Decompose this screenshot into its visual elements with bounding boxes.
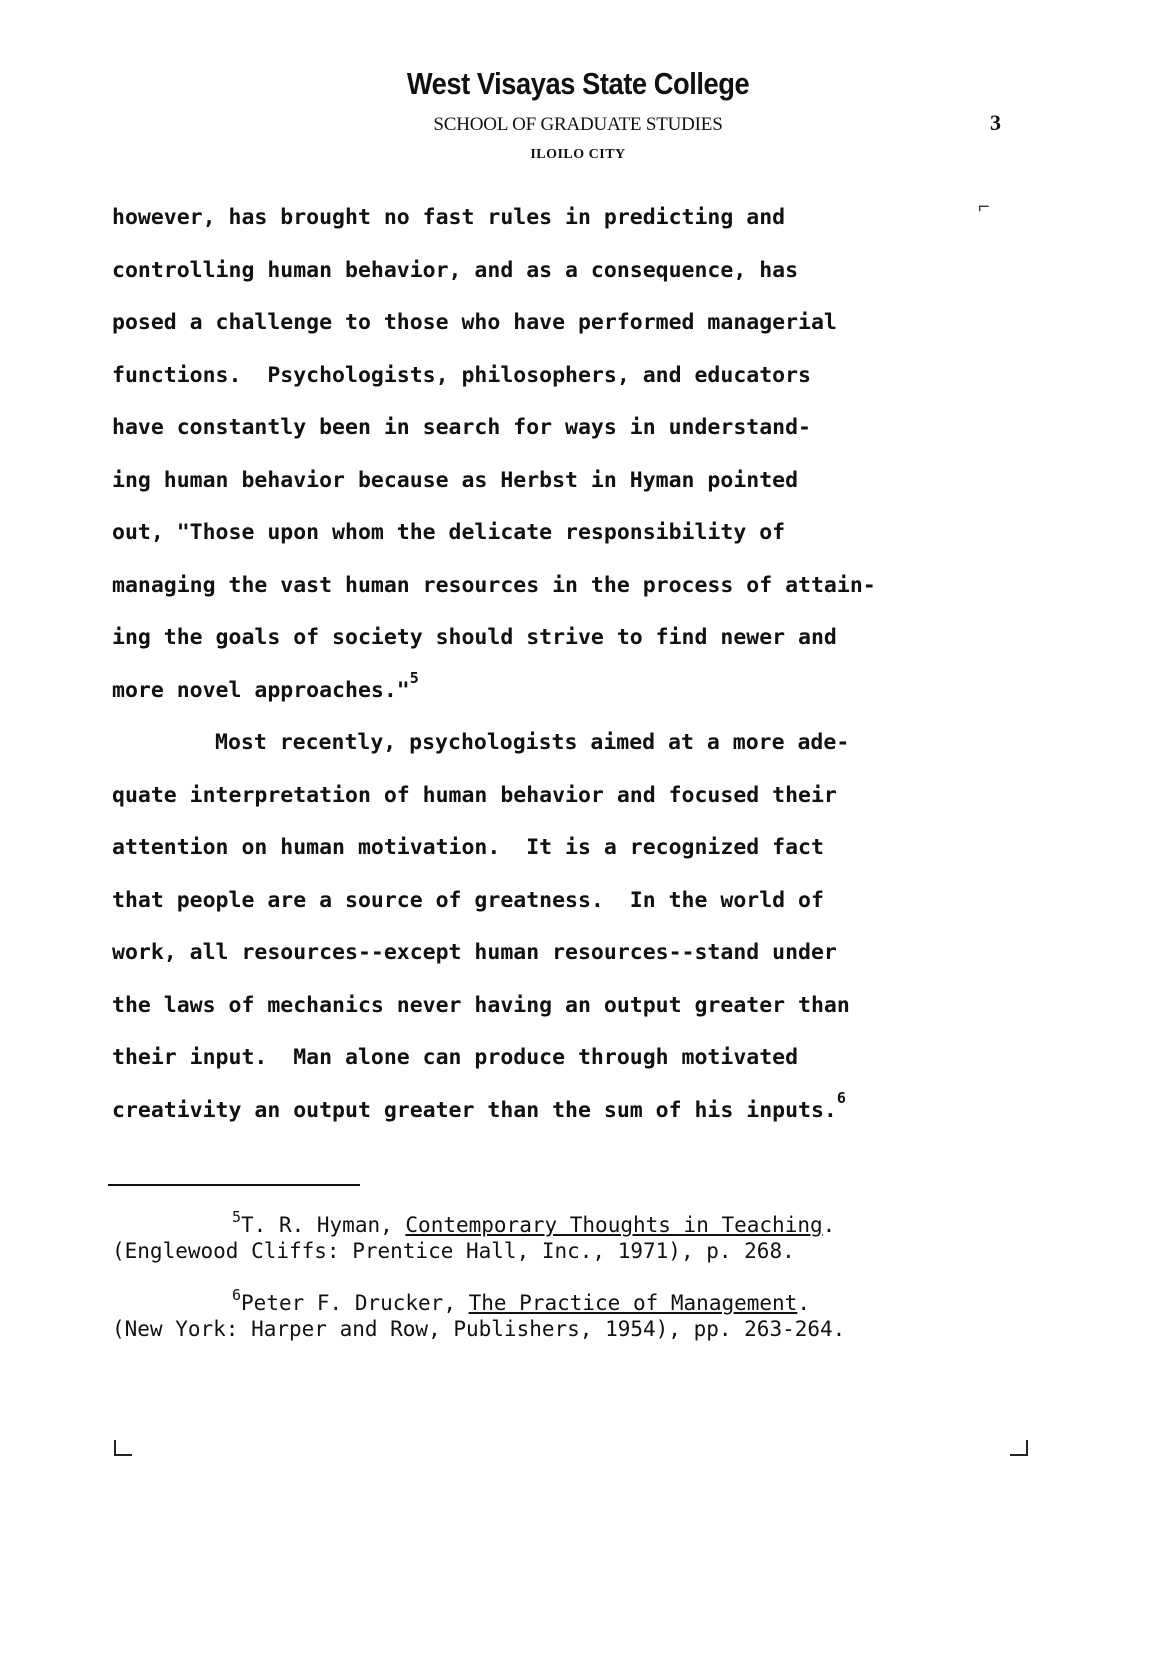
body-line xyxy=(112,1085,1032,1138)
body-line xyxy=(112,665,1032,718)
body-line: work, all resources--except human resources--stand under xyxy=(112,940,837,965)
footnote-author: T. R. Hyman, xyxy=(241,1213,406,1237)
body-line: attention on human motivation. It is a recognized fact xyxy=(112,835,824,860)
body-line: posed a challenge to those who have performed managerial xyxy=(112,310,837,335)
footnote-title: Contemporary Thoughts in Teaching xyxy=(405,1213,823,1237)
body-line: have constantly been in search for ways in understand- xyxy=(112,415,811,440)
body-line: however, has brought no fast rules in predicting and xyxy=(112,205,786,230)
footnote-ref-5: 5 xyxy=(409,668,419,687)
footnote-ref-6: 6 xyxy=(836,1088,846,1107)
margin-mark: ⌐ xyxy=(978,196,990,218)
body-text xyxy=(112,192,1032,1137)
footnote-punct: . xyxy=(822,1213,836,1237)
body-line-text: more novel approaches." xyxy=(112,677,410,703)
footnote-marker: 6 xyxy=(232,1286,242,1304)
body-line: quate interpretation of human behavior and focused their xyxy=(112,782,837,808)
body-line: managing the vast human resources in the process of attain- xyxy=(112,572,876,598)
body-line: their input. Man alone can produce through motivated xyxy=(112,1045,799,1070)
body-line: that people are a source of greatness. In the world of xyxy=(112,887,824,913)
footnote-6-continuation: (New York: Harper and Row, Publishers, 1954), pp. 263-264. xyxy=(112,1317,846,1341)
school-name: SCHOOL OF GRADUATE STUDIES xyxy=(433,114,723,135)
body-line: controlling human behavior, and as a consequence, has xyxy=(112,257,799,283)
crop-mark-bottom-left xyxy=(114,1440,132,1456)
footnote-6 xyxy=(112,1286,1052,1316)
footnote-divider xyxy=(108,1184,360,1186)
footnote-5 xyxy=(112,1208,1052,1238)
footnote-title: The Practice of Management xyxy=(468,1291,798,1315)
body-line: Most recently, psychologists aimed at a more ade- xyxy=(215,730,850,755)
body-line-text: creativity an output greater than the sum of his inputs. xyxy=(112,1097,837,1123)
body-line: ing the goals of society should strive to find newer and xyxy=(112,625,837,650)
crop-mark-bottom-right xyxy=(1010,1440,1028,1456)
institution-title: West Visayas State College xyxy=(406,66,750,101)
city-name: ILOILO CITY xyxy=(530,147,626,162)
footnote-author: Peter F. Drucker, xyxy=(241,1291,469,1315)
body-line: ing human behavior because as Herbst in Hyman pointed xyxy=(112,467,799,493)
body-line: out, "Those upon whom the delicate responsibility of xyxy=(112,520,786,545)
page-number: 3 xyxy=(990,110,1001,135)
footnote-punct: . xyxy=(797,1291,810,1315)
body-line: the laws of mechanics never having an output greater than xyxy=(112,992,850,1018)
footnotes xyxy=(112,1208,1052,1342)
footnote-5-continuation: (Englewood Cliffs: Prentice Hall, Inc., 1971), p. 268. xyxy=(112,1239,795,1263)
footnote-marker: 5 xyxy=(232,1208,242,1226)
body-line: functions. Psychologists, philosophers, and educators xyxy=(112,362,811,388)
